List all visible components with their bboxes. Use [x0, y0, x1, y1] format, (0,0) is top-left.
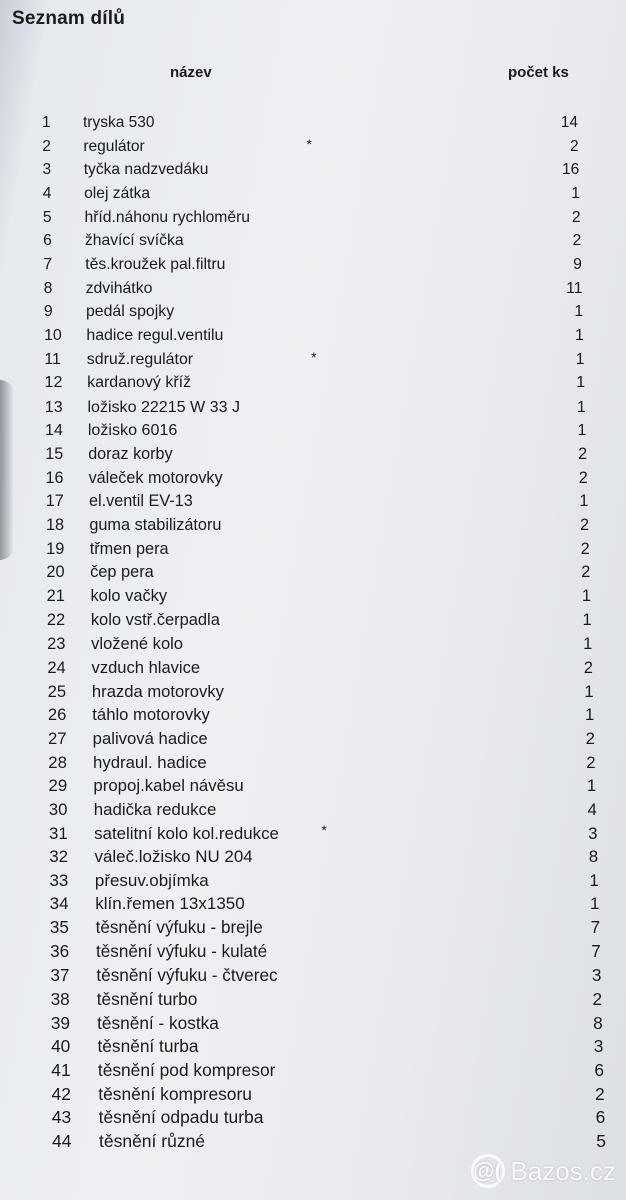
part-count: 3: [588, 823, 598, 843]
part-count: 2: [592, 989, 603, 1010]
part-name: ložisko 6016: [87, 421, 178, 440]
part-count: 2: [580, 539, 590, 558]
row-number: 33: [49, 870, 69, 890]
part-count: 1: [585, 705, 595, 725]
at-paren-icon: @(: [471, 1154, 505, 1188]
row-number: 21: [46, 587, 65, 605]
part-count: 1: [590, 894, 600, 914]
table-row: [0, 871, 626, 893]
table-row: [0, 611, 626, 633]
table-row: [0, 821, 626, 846]
table-row: [0, 374, 626, 396]
row-number: 13: [44, 397, 63, 416]
part-name: palivová hadice: [92, 728, 208, 748]
part-count: 5: [596, 1130, 606, 1151]
part-count: 2: [578, 445, 588, 464]
row-number: 19: [46, 539, 65, 558]
part-name: zdvihátko: [85, 279, 153, 297]
table-row: [0, 729, 626, 751]
table-row: [0, 161, 626, 183]
table-row: [0, 209, 626, 231]
table-row: [0, 753, 626, 775]
part-name: satelitní kolo kol.redukce: [94, 823, 279, 843]
table-row: [0, 1107, 626, 1129]
part-name: pedál spojky: [85, 303, 175, 321]
table-row: [0, 398, 626, 420]
row-number: 28: [48, 752, 67, 772]
part-count: 11: [566, 279, 583, 297]
part-name: el.ventil EV-13: [88, 492, 193, 511]
part-count: 1: [581, 587, 592, 605]
table-row: [0, 280, 626, 302]
part-count: 7: [590, 918, 601, 938]
part-name: těsnění výfuku - kulaté: [96, 941, 268, 961]
part-name: hrazda motorovky: [91, 681, 224, 701]
part-count: 1: [575, 350, 585, 368]
row-number: 12: [44, 374, 63, 392]
watermark-text: Bazos.cz: [510, 1155, 616, 1186]
table-row: [0, 894, 626, 916]
row-number: 11: [44, 350, 61, 368]
part-count: 1: [577, 421, 587, 440]
asterisk-mark: *: [321, 821, 327, 838]
table-row: [0, 705, 626, 727]
part-name: sdruž.regulátor: [86, 350, 194, 368]
part-name: tryska 530: [83, 114, 155, 131]
part-name: klín.řemen 13x1350: [95, 894, 245, 914]
part-name: váleč.ložisko NU 204: [94, 847, 253, 867]
column-header-name: název: [170, 64, 212, 81]
part-count: 1: [576, 374, 586, 392]
part-name: táhlo motorovky: [92, 705, 210, 725]
part-name: třmen pera: [89, 539, 169, 558]
table-row: [0, 1036, 626, 1058]
part-count: 2: [571, 208, 581, 226]
row-number: 7: [43, 255, 53, 273]
part-name: těsnění - kostka: [97, 1012, 219, 1033]
row-number: 44: [52, 1130, 72, 1151]
part-name: tyčka nadzvedáku: [83, 161, 209, 179]
part-name: těsnění pod kompresor: [97, 1060, 276, 1080]
part-count: 1: [589, 870, 599, 890]
table-row: [0, 445, 626, 467]
part-count: 1: [582, 610, 592, 629]
part-count: 2: [595, 1083, 605, 1104]
row-number: 10: [44, 326, 62, 344]
table-row: [0, 563, 626, 585]
table-row: [0, 185, 626, 207]
part-count: 1: [571, 184, 580, 202]
part-name: těsnění turba: [97, 1036, 199, 1057]
row-number: 8: [43, 279, 53, 297]
part-count: 6: [594, 1060, 605, 1080]
row-number: 16: [45, 468, 64, 487]
part-count: 2: [581, 563, 591, 582]
row-number: 9: [43, 303, 53, 321]
table-row: [0, 847, 626, 869]
part-name: olej zátka: [84, 184, 151, 202]
part-name: čep pera: [90, 563, 154, 582]
part-count: 1: [575, 326, 584, 344]
row-number: 17: [45, 492, 64, 511]
part-name: žhavící svíčka: [84, 232, 184, 250]
table-row: [0, 682, 626, 704]
part-name: guma stabilizátoru: [89, 516, 222, 535]
row-number: 30: [48, 799, 68, 819]
part-count: 1: [576, 397, 586, 416]
table-row: [0, 587, 626, 609]
row-number: 24: [47, 657, 66, 677]
watermark: [471, 1154, 617, 1188]
row-number: 25: [47, 681, 67, 701]
table-row: [0, 114, 626, 136]
table-row: [0, 1060, 626, 1082]
part-count: 2: [572, 232, 582, 250]
row-number: 20: [46, 563, 65, 582]
table-row: [0, 256, 626, 278]
part-name: přesuv.objímka: [94, 870, 209, 890]
part-name: hříd.náhonu rychloměru: [84, 208, 251, 226]
row-number: 36: [50, 941, 70, 961]
table-row: [0, 348, 626, 373]
row-number: 3: [42, 161, 52, 179]
table-row: [0, 421, 626, 443]
part-count: 2: [586, 752, 596, 772]
part-name: těsnění kompresoru: [98, 1083, 252, 1104]
asterisk-mark: *: [311, 348, 317, 365]
part-count: 1: [583, 634, 593, 654]
row-number: 2: [42, 137, 51, 155]
row-number: 41: [51, 1060, 71, 1080]
row-number: 27: [48, 728, 67, 748]
row-number: 26: [47, 705, 67, 725]
row-number: 35: [49, 918, 69, 938]
row-number: 31: [48, 823, 68, 843]
part-count: 1: [579, 492, 589, 511]
part-name: ložisko 22215 W 33 J: [87, 397, 240, 416]
part-name: kardanový kříž: [87, 374, 192, 392]
part-count: 1: [574, 303, 584, 321]
part-count: 7: [591, 941, 601, 961]
part-name: regulátor: [83, 137, 145, 155]
row-number: 42: [51, 1083, 71, 1104]
part-count: 1: [584, 681, 594, 701]
asterisk-mark: *: [306, 135, 312, 152]
part-name: doraz korby: [88, 445, 173, 464]
table-row: [0, 776, 626, 798]
part-name: kolo vstř.čerpadla: [90, 610, 220, 629]
part-count: 9: [573, 255, 582, 273]
part-name: hadice regul.ventilu: [86, 326, 224, 344]
table-row: [0, 658, 626, 680]
row-number: 6: [43, 232, 52, 250]
row-number: 22: [46, 610, 66, 629]
part-count: 6: [595, 1107, 606, 1128]
part-count: 2: [585, 728, 595, 748]
table-row: [0, 918, 626, 940]
part-name: váleček motorovky: [88, 468, 223, 487]
part-name: těsnění odpadu turba: [98, 1107, 264, 1128]
row-number: 39: [50, 1012, 71, 1033]
row-number: 1: [42, 114, 51, 131]
part-name: těsnění výfuku - čtverec: [96, 965, 278, 986]
row-number: 37: [50, 965, 70, 986]
part-count: 3: [591, 965, 602, 986]
part-name: propoj.kabel návěsu: [93, 776, 244, 796]
part-count: 2: [583, 657, 593, 677]
table-row: [0, 1013, 626, 1035]
part-name: kolo vačky: [90, 587, 168, 605]
row-number: 4: [42, 184, 52, 202]
row-number: 23: [47, 634, 66, 654]
row-number: 38: [50, 989, 70, 1010]
table-row: [0, 492, 626, 514]
part-name: těs.kroužek pal.filtru: [85, 255, 226, 273]
table-row: [0, 989, 626, 1011]
table-row: [0, 1131, 626, 1153]
table-row: [0, 303, 626, 325]
row-number: 40: [51, 1036, 71, 1057]
row-number: 18: [45, 516, 65, 535]
part-name: hadička redukce: [93, 799, 217, 819]
part-count: 2: [578, 468, 588, 487]
table-row: [0, 942, 626, 964]
part-count: 2: [570, 137, 579, 155]
table-row: [0, 516, 626, 538]
row-number: 15: [45, 445, 64, 464]
part-name: těsnění výfuku - brejle: [95, 918, 263, 938]
part-name: těsnění turbo: [96, 989, 198, 1010]
part-count: 2: [580, 516, 590, 535]
part-count: 14: [560, 114, 578, 131]
part-count: 8: [593, 1012, 603, 1033]
table-row: [0, 135, 626, 160]
part-count: 4: [587, 799, 597, 819]
table-row: [0, 1084, 626, 1106]
row-number: 34: [49, 894, 69, 914]
table-row: [0, 965, 626, 987]
part-count: 16: [561, 161, 580, 179]
table-row: [0, 634, 626, 656]
table-row: [0, 327, 626, 349]
page-title: Seznam dílů: [12, 8, 126, 29]
table-row: [0, 232, 626, 254]
row-number: 29: [48, 776, 68, 796]
table-row: [0, 469, 626, 491]
part-name: vložené kolo: [91, 634, 183, 654]
row-number: 43: [51, 1107, 72, 1128]
part-name: hydraul. hadice: [93, 752, 207, 772]
table-row: [0, 540, 626, 562]
part-count: 8: [588, 847, 599, 867]
row-number: 14: [45, 421, 63, 440]
column-header-count: počet ks: [508, 64, 569, 81]
row-number: 32: [49, 847, 69, 867]
part-name: těsnění různé: [99, 1130, 206, 1151]
table-row: [0, 800, 626, 822]
part-count: 3: [593, 1036, 604, 1057]
part-name: vzduch hlavice: [91, 657, 201, 677]
row-number: 5: [42, 208, 52, 226]
part-count: 1: [586, 776, 597, 796]
